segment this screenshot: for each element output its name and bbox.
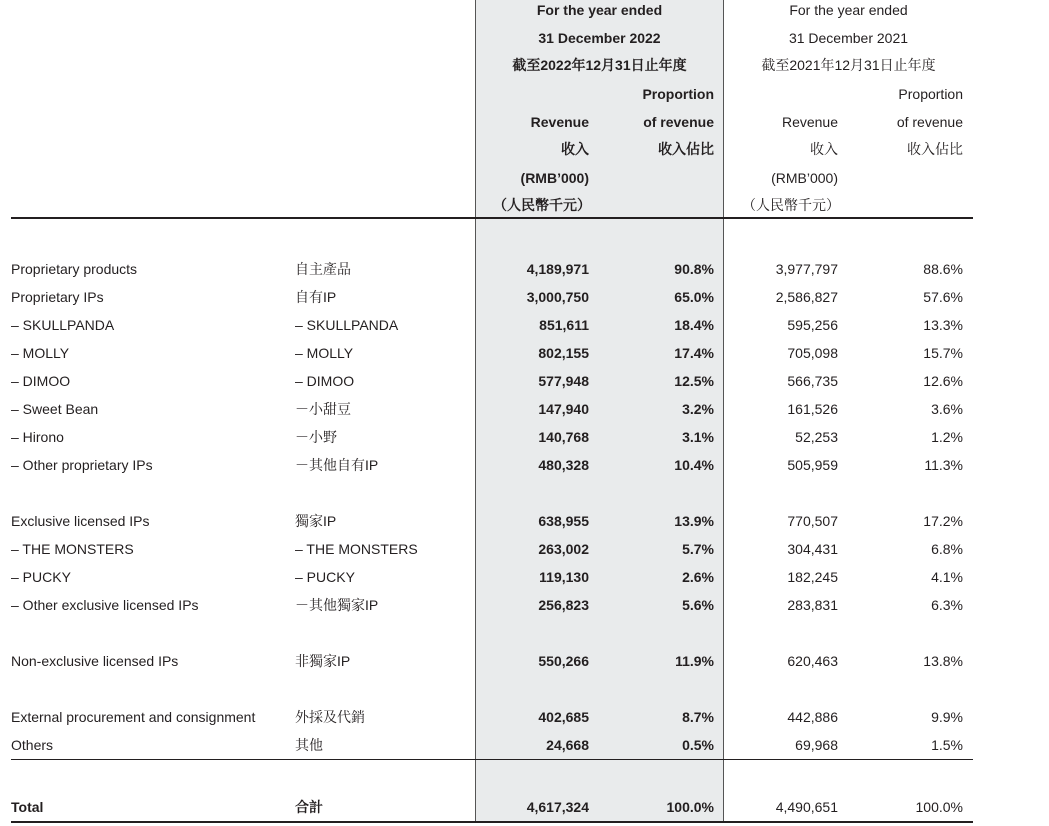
header-2021-line2: 31 December 2021 (788, 30, 909, 46)
proportion-2022: 65.0% (674, 289, 714, 305)
header-2022-revenue-zh: 收入 (561, 141, 589, 157)
revenue-2021: 2,586,827 (775, 289, 838, 305)
proportion-2021: 11.3% (924, 457, 963, 473)
table-row (0, 371, 1049, 391)
table-row (0, 343, 1049, 363)
proportion-2022: 13.9% (674, 513, 714, 529)
revenue-2022: 140,768 (538, 429, 589, 445)
header-2022-revenue-en: Revenue (530, 114, 589, 130)
proportion-2021: 1.5% (931, 737, 963, 753)
proportion-2022: 3.1% (682, 429, 714, 445)
row-label-zh: 非獨家IP (295, 653, 351, 669)
row-label-en: – Other exclusive licensed IPs (11, 597, 199, 613)
row-label-zh: 外採及代銷 (295, 709, 365, 725)
header-2022-line1: For the year ended (536, 2, 663, 18)
proportion-2022: 2.6% (682, 569, 714, 585)
row-label-zh: －小甜豆 (295, 401, 351, 417)
row-label-zh: – DIMOO (295, 373, 355, 389)
header-2021-prop-line2: of revenue (896, 114, 963, 130)
proportion-2021: 6.8% (931, 541, 963, 557)
proportion-2022: 17.4% (674, 345, 714, 361)
revenue-2021: 566,735 (787, 373, 838, 389)
row-label-en: – Other proprietary IPs (11, 457, 153, 473)
header-2021-line1: For the year ended (789, 2, 908, 18)
table-row (0, 651, 1049, 671)
proportion-2022: 10.4% (674, 457, 714, 473)
table-row (0, 455, 1049, 475)
revenue-2021: 705,098 (787, 345, 838, 361)
row-label-en: – PUCKY (11, 569, 71, 585)
row-label-zh: －小野 (295, 429, 337, 445)
header-2021-prop-zh: 收入佔比 (907, 141, 963, 157)
total-row (0, 797, 1049, 817)
row-label-en: – MOLLY (11, 345, 70, 361)
total-label-en: Total (11, 799, 44, 815)
row-label-zh: 獨家IP (295, 513, 337, 529)
header-2022-line2: 31 December 2022 (538, 30, 661, 46)
revenue-2021: 161,526 (787, 401, 838, 417)
revenue-2022: 550,266 (538, 653, 589, 669)
revenue-2021: 52,253 (795, 429, 838, 445)
row-label-zh: －其他獨家IP (295, 597, 379, 613)
proportion-2021: 3.6% (931, 401, 963, 417)
header-2022-prop-line2: of revenue (643, 114, 714, 130)
proportion-2021: 4.1% (931, 569, 963, 585)
revenue-2022: 3,000,750 (526, 289, 589, 305)
revenue-2021: 182,245 (787, 569, 838, 585)
proportion-2021: 9.9% (931, 709, 963, 725)
revenue-2022: 402,685 (538, 709, 589, 725)
row-label-en: – Hirono (11, 429, 64, 445)
row-label-en: Proprietary products (11, 261, 138, 277)
proportion-2021: 88.6% (923, 261, 963, 277)
revenue-2022: 480,328 (538, 457, 589, 473)
revenue-2022: 577,948 (538, 373, 589, 389)
row-label-zh: 自有IP (295, 289, 337, 305)
row-label-zh: – THE MONSTERS (295, 541, 418, 557)
table-row (0, 315, 1049, 335)
total-label-zh: 合計 (295, 799, 323, 815)
row-label-en: External procurement and consignment (11, 709, 256, 725)
revenue-2021: 505,959 (787, 457, 838, 473)
row-label-zh: 其他 (295, 737, 323, 753)
revenue-2022: 851,611 (539, 317, 589, 333)
proportion-2022: 5.7% (682, 541, 714, 557)
revenue-2021: 770,507 (787, 513, 838, 529)
proportion-2022: 5.6% (682, 597, 714, 613)
total-proportion-2022: 100.0% (666, 799, 714, 815)
proportion-2021: 13.8% (923, 653, 963, 669)
table-row (0, 735, 1049, 755)
proportion-2022: 0.5% (682, 737, 714, 753)
revenue-2021: 595,256 (787, 317, 838, 333)
row-label-zh: 自主產品 (295, 261, 351, 277)
total-rule (11, 821, 973, 823)
revenue-2022: 263,002 (538, 541, 589, 557)
proportion-2021: 12.6% (923, 373, 963, 389)
proportion-2022: 18.4% (674, 317, 714, 333)
revenue-2021: 69,968 (795, 737, 838, 753)
revenue-2021: 3,977,797 (775, 261, 838, 277)
header-2022-prop-zh: 收入佔比 (658, 141, 714, 157)
proportion-2021: 57.6% (923, 289, 963, 305)
total-revenue-2022: 4,617,324 (526, 799, 589, 815)
header-rule (11, 217, 973, 219)
row-label-zh: －其他自有IP (295, 457, 379, 473)
table-row (0, 539, 1049, 559)
header-2022-unit-en: (RMB’000) (520, 170, 589, 186)
header-2021-revenue-zh: 收入 (810, 141, 838, 157)
row-label-en: Proprietary IPs (11, 289, 104, 305)
table-row (0, 511, 1049, 531)
proportion-2022: 3.2% (682, 401, 714, 417)
table-row (0, 287, 1049, 307)
header-2021-prop-line1: Proportion (898, 86, 963, 102)
table-row (0, 427, 1049, 447)
row-label-en: – SKULLPANDA (11, 317, 115, 333)
revenue-2022: 24,668 (546, 737, 589, 753)
table-row (0, 567, 1049, 587)
proportion-2022: 12.5% (674, 373, 714, 389)
proportion-2021: 1.2% (931, 429, 963, 445)
revenue-2022: 147,940 (538, 401, 589, 417)
revenue-2022: 256,823 (538, 597, 589, 613)
revenue-2022: 119,130 (539, 569, 589, 585)
row-label-zh: – PUCKY (295, 569, 355, 585)
table-row (0, 399, 1049, 419)
table-row (0, 707, 1049, 727)
header-2021-unit-en: (RMB’000) (771, 170, 838, 186)
revenue-2021: 442,886 (787, 709, 838, 725)
proportion-2021: 13.3% (923, 317, 963, 333)
total-revenue-2021: 4,490,651 (775, 799, 838, 815)
row-label-zh: – MOLLY (295, 345, 354, 361)
header-2022-line3: 截至2022年12月31日止年度 (512, 57, 687, 73)
revenue-2022: 802,155 (538, 345, 589, 361)
subtotal-rule (11, 759, 973, 760)
header-2021-unit-zh: （人民幣千元） (742, 197, 840, 213)
revenue-2022: 4,189,971 (526, 261, 589, 277)
proportion-2021: 17.2% (923, 513, 963, 529)
row-label-en: Non-exclusive licensed IPs (11, 653, 179, 669)
row-label-en: Others (11, 737, 54, 753)
row-label-en: – DIMOO (11, 373, 71, 389)
table-row (0, 259, 1049, 279)
table-row (0, 595, 1049, 615)
header-2022-unit-zh: （人民幣千元） (493, 197, 591, 213)
header-2022-prop-line1: Proportion (642, 86, 714, 102)
proportion-2022: 8.7% (682, 709, 714, 725)
revenue-2022: 638,955 (538, 513, 589, 529)
row-label-zh: – SKULLPANDA (295, 317, 399, 333)
revenue-2021: 620,463 (787, 653, 838, 669)
proportion-2021: 6.3% (931, 597, 963, 613)
proportion-2021: 15.7% (923, 345, 963, 361)
total-proportion-2021: 100.0% (915, 799, 963, 815)
revenue-2021: 283,831 (787, 597, 838, 613)
row-label-en: Exclusive licensed IPs (11, 513, 150, 529)
header-2021-revenue-en: Revenue (781, 114, 838, 130)
proportion-2022: 11.9% (675, 653, 714, 669)
row-label-en: – THE MONSTERS (11, 541, 134, 557)
row-label-en: – Sweet Bean (11, 401, 99, 417)
proportion-2022: 90.8% (674, 261, 714, 277)
revenue-2021: 304,431 (787, 541, 838, 557)
header-2021-line3: 截至2021年12月31日止年度 (761, 57, 936, 73)
